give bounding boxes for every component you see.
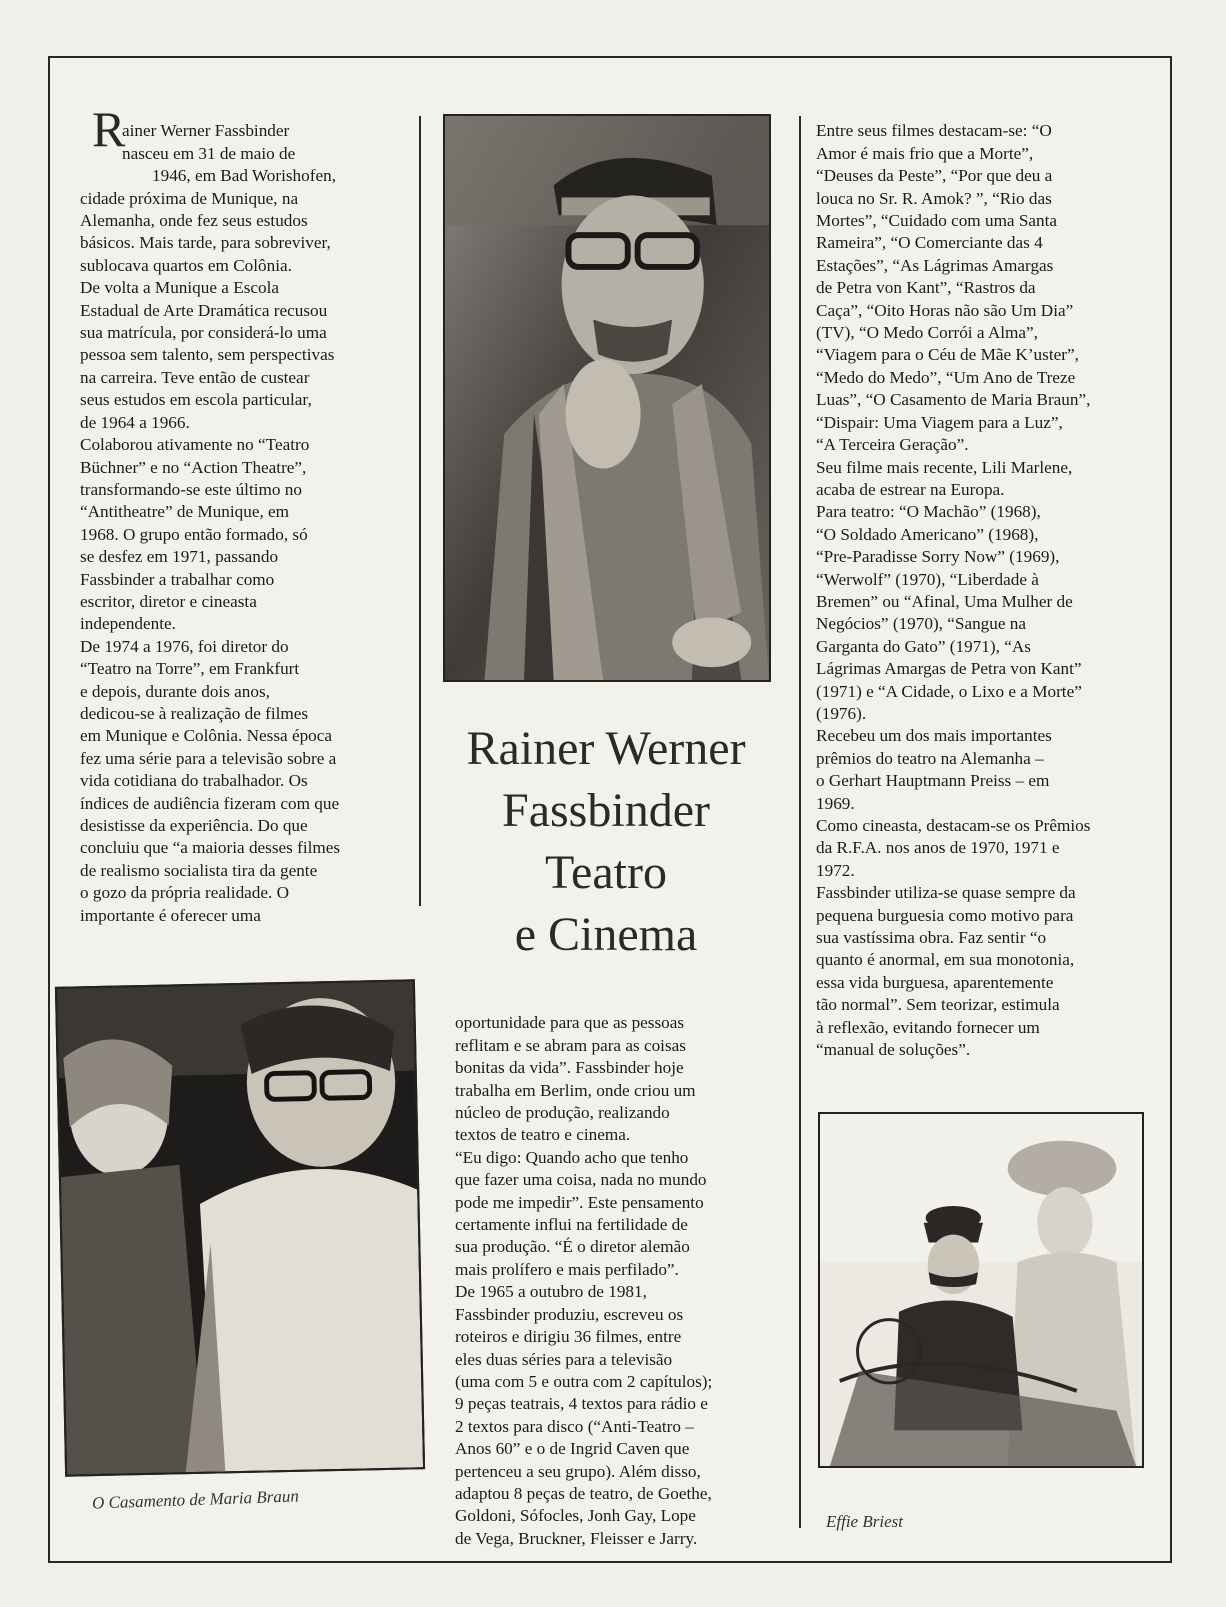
column-1-line: se desfez em 1971, passando [80,547,279,567]
column-1-text [80,120,410,927]
column-1-line: transformando-se este último no [80,479,302,499]
drop-cap: R [92,101,126,157]
column-1-line: sua matrícula, por considerá-lo uma [80,323,327,343]
column-1-line: escritor, diretor e cineasta [80,591,257,611]
column-3-text: Entre seus filmes destacam-se: “O Amor é mais frio que a Morte”, “Deuses da Peste”, “Por que deu a louca no Sr. R. Amok? ”, “Rio das Mortes”, “Cuidado com uma Santa Rameira”, “O Comerciante das 4 Estações”, “As Lágrimas Amargas de Petra von Kant”, “Rastros da Caça”, “Oito Horas não são Um Dia” (TV), “O Medo Corrói a Alma”, “Viagem para o Céu de Mãe K’uster”, “Medo do Medo”, “Um Ano de Treze Luas”, “O Casamento de Maria Braun”, “Dispair: Uma Viagem para a Luz”, “A Terceira Geração”. Seu filme mais recente, Lili Marlene, acaba de estrear na Europa. Para teatro: “O Machão” (1968), “O Soldado Americano” (1968), “Pre-Paradisse Sorry Now” (1969), “Werwolf” (1970), “Liberdade à Bremen” ou “Afinal, Uma Mulher de Negócios” (1970), “Sangue na Garganta do Gato” (1971), “As Lágrimas Amargas de Petra von Kant” (1971) e “A Cidade, o Lixo e a Morte” (1976). Recebeu um dos mais importantes prêmios do teatro na Alemanha – o Gerhart Hauptmann Preiss – em 1969. Como cineasta, destacam-se os Prêmios da R.F.A. nos anos de 1970, 1971 e 1972. Fassbinder utiliza-se quase sempre da pequena burguesia como motivo para sua vastíssima obra. Faz sentir “o quanto é anormal, em sua monotonia, essa vida burguesa, aparentemente tão normal”. Sem teorizar, estimula à reflexão, evitando fornecer um “manual de soluções”. [816,121,1091,1060]
article-title [436,718,776,966]
column-1-line: Büchner” e no “Action Theatre”, [80,457,307,477]
column-1-line: De 1974 a 1976, foi diretor do [80,636,289,656]
column-rule-left [419,116,421,906]
column-1-line: básicos. Mais tarde, para sobreviver, [80,233,331,253]
column-1-line: vida cotidiana do trabalhador. Os [80,771,308,791]
column-1-line: concluiu que “a maioria desses filmes [80,838,341,858]
caption-effie-briest: Effie Briest [826,1512,903,1531]
column-1-line: índices de audiência fizeram com que [80,793,340,813]
column-1-line: seus estudos em escola particular, [80,390,312,410]
column-1-line: 1946, em Bad Worishofen, [152,166,336,186]
column-1-line: Colaborou ativamente no “Teatro [80,435,310,455]
article-column-2 [455,990,795,1573]
column-1-line: o gozo da própria realidade. O [80,883,290,903]
column-1-line: de realismo socialista tira da gente [80,860,318,880]
column-1-line: em Munique e Colônia. Nessa época [80,726,333,746]
column-1-line: Alemanha, onde fez seus estudos [80,211,308,231]
column-1-line: independente. [80,614,176,634]
column-1-line: cidade próxima de Munique, na [80,188,299,208]
column-1-line: na carreira. Teve então de custear [80,367,310,387]
column-1-line: sublocava quartos em Colônia. [80,255,292,275]
title-line-4: e Cinema [514,908,698,961]
maria-braun-photo [55,979,425,1476]
column-1-line: Fassbinder a trabalhar como [80,569,275,589]
portrait-photo [443,114,771,682]
column-1-line: Estadual de Arte Dramática recusou [80,300,328,320]
title-line-2: Fassbinder [502,784,710,837]
column-1-line: De volta a Munique a Escola [80,278,280,298]
column-1-line: importante é oferecer uma [80,905,261,925]
column-1-line: “Teatro na Torre”, em Frankfurt [80,659,300,679]
column-1-line: nasceu em 31 de maio de [122,143,296,163]
title-line-3: Teatro [545,846,667,899]
column-1-line: e depois, durante dois anos, [80,681,270,701]
column-2-text: oportunidade para que as pessoas reflitam e se abram para as coisas bonitas da vida”. Fassbinder hoje trabalha em Berlim, onde criou um núcleo de produção, realizando textos de teatro e cinema. “Eu digo: Quando acho que tenho que fazer uma coisa, nada no mundo pode me impedir”. Este pensamento certamente influi na fertilidade de sua produção. “É o diretor alemão mais prolífero e mais perfilado”. De 1965 a outubro de 1981, Fassbinder produziu, escreveu os roteiros e dirigiu 36 filmes, entre eles duas séries para a televisão (uma com 5 e outra com 2 capítulos); 9 peças teatrais, 4 textos para rádio e 2 textos para disco (“Anti-Teatro – Anos 60” e o de Ingrid Caven que pertenceu a seu grupo). Além disso, adaptou 8 peças de teatro, de Goethe, Goldoni, Sófocles, Jonh Gay, Lope de Vega, Bruckner, Fleisser e Jarry. [455,1013,713,1548]
column-1-line: 1968. O grupo então formado, só [80,524,308,544]
caption-maria-braun: O Casamento de Maria Braun [91,1486,300,1513]
article-column-3 [816,98,1161,1084]
column-1-line: ainer Werner Fassbinder [122,121,290,141]
column-1-line: pessoa sem talento, sem perspectivas [80,345,335,365]
column-1-line: dedicou-se à realização de filmes [80,703,309,723]
column-1-line: fez uma série para a televisão sobre a [80,748,337,768]
column-1-line: “Antitheatre” de Munique, em [80,502,290,522]
effie-briest-photo [818,1112,1144,1468]
column-rule-right [799,116,801,1528]
title-line-1: Rainer Werner [466,722,746,775]
column-1-line: desistisse da experiência. Do que [80,816,308,835]
article-column-1 [80,98,410,949]
column-1-line: de 1964 a 1966. [80,412,190,432]
